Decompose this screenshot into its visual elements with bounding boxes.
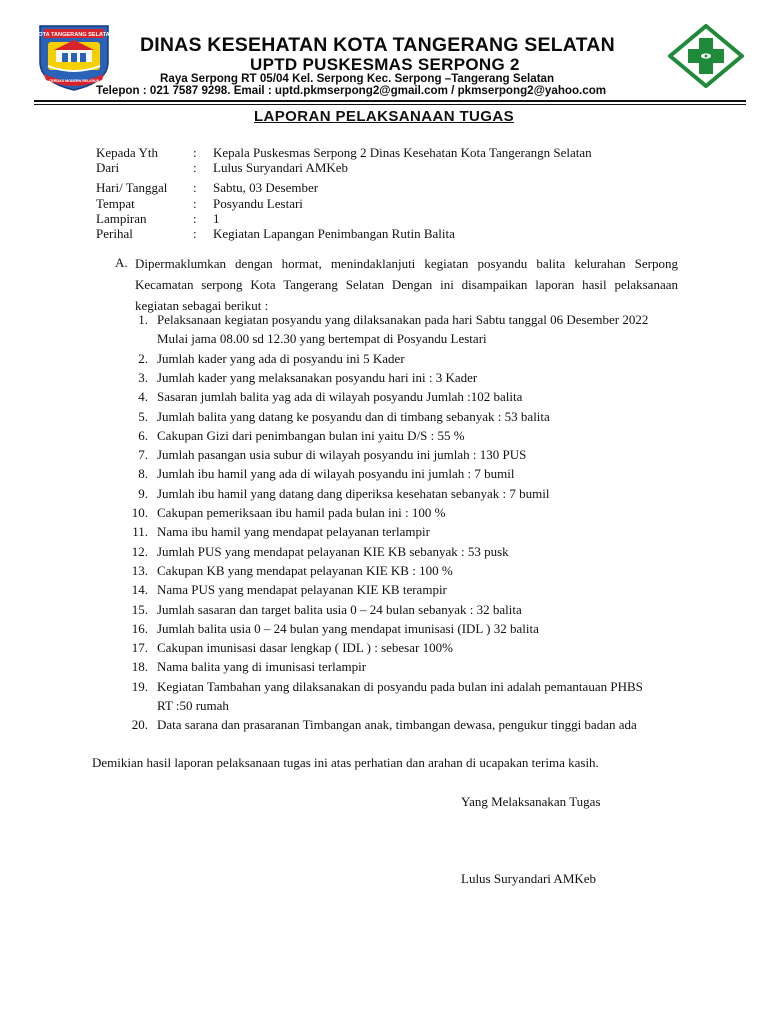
list-item-number: 15.: [131, 601, 148, 617]
meta-key: Tempat: [96, 196, 135, 211]
address: Raya Serpong RT 05/04 Kel. Serpong Kec. Serpong –Tangerang Selatan: [160, 72, 555, 85]
meta-key: Kepada Yth: [96, 145, 158, 160]
logo-bottom-text: CERDAS MODERN RELIGIUS: [48, 79, 100, 83]
list-item-number: 7.: [138, 447, 148, 463]
list-item-number: 19.: [131, 678, 148, 694]
list-item-text: Jumlah kader yang melaksanakan posyandu hari ini : 3 Kader: [157, 369, 478, 385]
signature-name: Lulus Suryandari AMKeb: [461, 871, 597, 886]
list-item-number: 12.: [131, 543, 148, 559]
section-letter: A.: [115, 255, 128, 270]
unit-name: UPTD PUSKESMAS SERPONG 2: [250, 55, 520, 74]
list-item-text: Jumlah balita yang datang ke posyandu dan di timbang sebanyak : 53 balita: [157, 408, 550, 424]
org-name: DINAS KESEHATAN KOTA TANGERANG SELATAN: [140, 34, 615, 56]
list-item-number: 2.: [138, 350, 148, 366]
list-item-number: 20.: [131, 717, 148, 733]
list-item-text: RT :50 rumah: [157, 697, 229, 713]
list-item-number: 9.: [138, 485, 148, 501]
list-item-number: 14.: [131, 582, 148, 598]
list-item-text: Kegiatan Tambahan yang dilaksanakan di posyandu pada bulan ini adalah pemantauan PHBS: [157, 678, 643, 694]
list-item-number: 13.: [131, 562, 148, 578]
list-item-text: Jumlah pasangan usia subur di wilayah posyandu ini jumlah : 130 PUS: [157, 447, 527, 463]
list-item-text: Nama balita yang di imunisasi terlampir: [157, 659, 367, 675]
logo-top-text: KOTA TANGERANG SELATAN: [34, 32, 114, 38]
list-item-text: Nama PUS yang mendapat pelayanan KIE KB terampir: [157, 582, 447, 598]
meta-value: 1: [213, 211, 220, 226]
list-item-number: 4.: [138, 389, 148, 405]
list-item-text: Cakupan imunisasi dasar lengkap ( IDL ) : sebesar 100%: [157, 640, 453, 656]
list-item-number: 1.: [138, 312, 148, 327]
list-item-text: Sasaran jumlah balita yag ada di wilayah posyandu Jumlah :102 balita: [157, 389, 523, 405]
city-emblem-logo: [34, 22, 114, 92]
list-item-number: 18.: [131, 659, 148, 675]
meta-key: Hari/ Tanggal: [96, 180, 168, 195]
list-item-text: Nama ibu hamil yang mendapat pelayanan terlampir: [157, 524, 430, 540]
contact-line: Telepon : 021 7587 9298. Email : uptd.pkmserpong2@gmail.com / pkmserpong2@yahoo.com: [96, 84, 607, 97]
list-item-number: 16.: [131, 620, 148, 636]
meta-key: Dari: [96, 160, 120, 175]
list-item-text: Jumlah sasaran dan target balita usia 0 – 24 bulan sebanyak : 32 balita: [157, 601, 522, 617]
header-rule-thin: [34, 104, 746, 105]
closing-statement: Demikian hasil laporan pelaksanaan tugas ini atas perhatian dan arahan di ucapakan terima kasih.: [92, 755, 599, 770]
list-item-number: 3.: [138, 369, 148, 385]
list-item-number: 5.: [138, 408, 148, 424]
health-cross-logo: [668, 24, 744, 88]
list-item-text: Cakupan pemeriksaan ibu hamil pada bulan ini : 100 %: [157, 505, 446, 520]
list-item-text: Data sarana dan prasaranan Timbangan anak, timbangan dewasa, pengukur tinggi badan ada: [157, 717, 637, 733]
meta-value: Kepala Puskesmas Serpong 2 Dinas Kesehatan Kota Tangerangn Selatan: [213, 145, 592, 160]
signature-label: Yang Melaksanakan Tugas: [461, 794, 601, 809]
meta-colon: :: [193, 160, 197, 175]
meta-colon: :: [193, 196, 197, 211]
list-item-number: 11.: [132, 524, 148, 540]
list-item-text: Jumlah ibu hamil yang ada di wilayah posyandu ini jumlah : 7 bumil: [157, 466, 515, 482]
meta-colon: :: [193, 180, 197, 195]
meta-value: Kegiatan Lapangan Penimbangan Rutin Balita: [213, 226, 455, 241]
list-item-text: Cakupan KB yang mendapat pelayanan KIE KB : 100 %: [157, 562, 453, 578]
list-item-text: Jumlah kader yang ada di posyandu ini 5 Kader: [157, 350, 405, 366]
list-item-number: 6.: [138, 427, 148, 443]
meta-value: Lulus Suryandari AMKeb: [213, 160, 349, 175]
meta-colon: :: [193, 145, 197, 160]
list-item-text: Jumlah PUS yang mendapat pelayanan KIE KB sebanyak : 53 pusk: [157, 543, 509, 559]
meta-value: Sabtu, 03 Desember: [213, 180, 319, 195]
meta-colon: :: [193, 226, 197, 241]
list-item-number: 8.: [138, 466, 148, 482]
list-item-text: Jumlah balita usia 0 – 24 bulan yang mendapat imunisasi (IDL ) 32 balita: [157, 620, 539, 636]
list-item-text: Jumlah ibu hamil yang datang dang diperiksa kesehatan sebanyak : 7 bumil: [157, 485, 550, 501]
meta-key: Perihal: [96, 226, 133, 241]
document-title: LAPORAN PELAKSANAAN TUGAS: [253, 108, 514, 125]
list-item-text: Cakupan Gizi dari penimbangan bulan ini yaitu D/S : 55 %: [157, 427, 465, 443]
list-item-text: Mulai jama 08.00 sd 12.30 yang bertempat di Posyandu Lestari: [157, 331, 487, 347]
list-item-number: 10.: [131, 505, 148, 520]
meta-value: Posyandu Lestari: [213, 196, 303, 211]
header-rule-thick: [34, 100, 746, 102]
section-intro: Dipermaklumkan dengan hormat, menindaklanjuti kegiatan posyandu balita kelurahan Serpong Kecamatan serpong Kota Tangerang Selatan Dengan ini disampaikan laporan hasil pelaksanaan kegiatan sebagai berikut :: [135, 256, 678, 313]
list-item-text: Pelaksanaan kegiatan posyandu yang dilaksanakan pada hari Sabtu tanggal 06 Desember 2022: [157, 312, 649, 327]
list-item-number: 17.: [131, 640, 148, 656]
meta-colon: :: [193, 211, 197, 226]
meta-key: Lampiran: [96, 211, 147, 226]
